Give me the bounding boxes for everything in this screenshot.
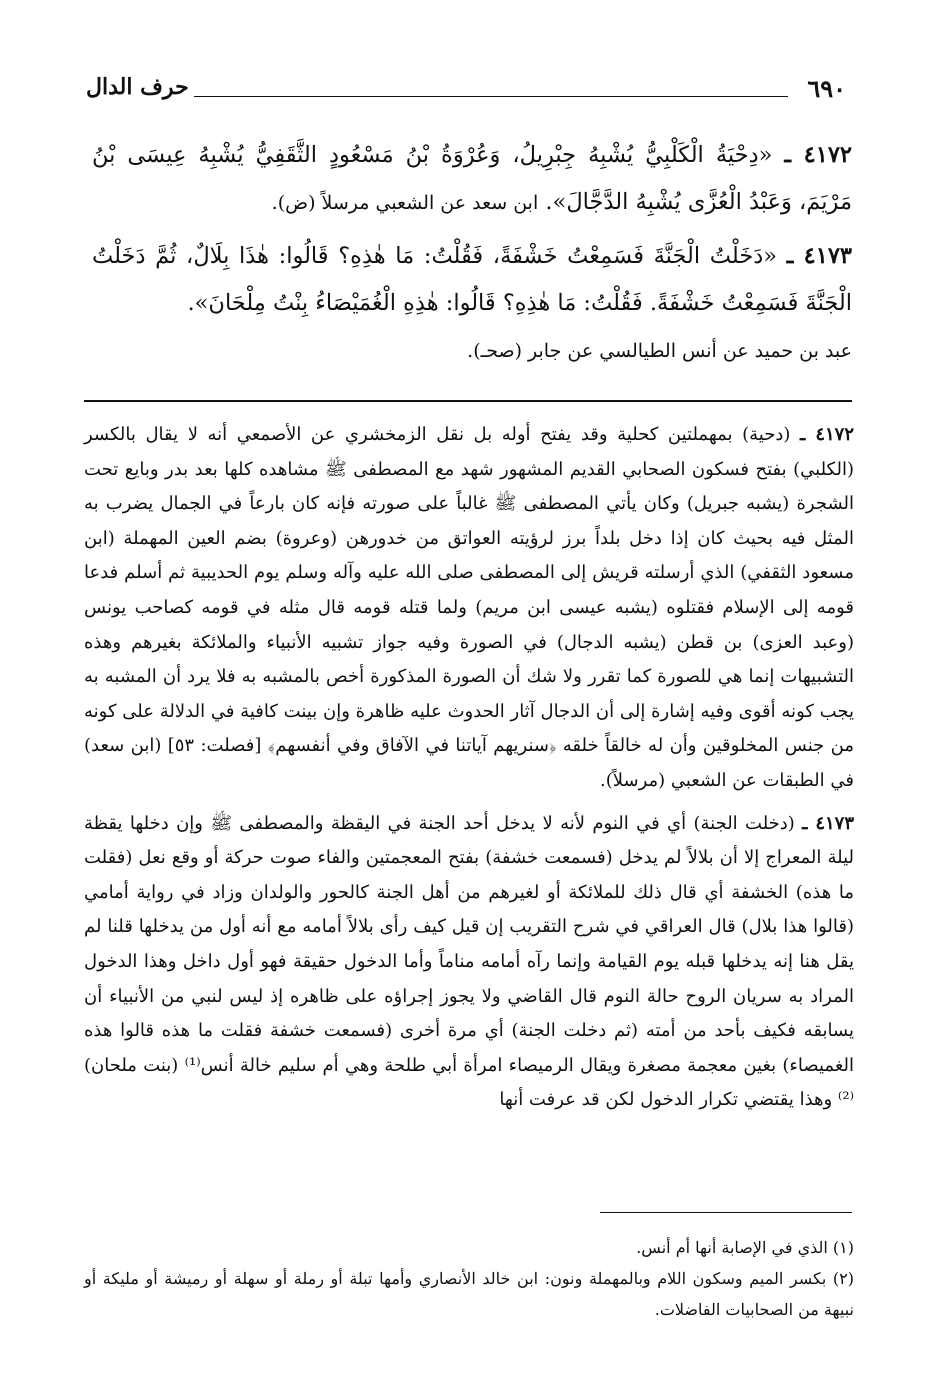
hadith-text: «دِحْيَةُ الْكَلْبِيُّ يُشْبِهُ جِبْرِيلُ، وَعُرْوَةُ بْنُ مَسْعُودٍ الثَّقَفِيُّ يُشْبِهُ عِيسَى بْنُ مَرْيَمَ، وَعَبْدُ الْعُزَّى يُشْبِهُ الدَّجَّالَ».	[92, 142, 852, 215]
commentary-section	[84, 418, 854, 1126]
hadith-entry	[92, 233, 852, 375]
section-divider	[84, 400, 852, 402]
hadith-number: ٤١٧٣ ـ	[786, 243, 852, 269]
hadith-source: عبد بن حميد عن أنس الطيالسي عن جابر (صحـ).	[467, 340, 852, 362]
hadith-number: ٤١٧٢ ـ	[784, 142, 852, 168]
commentary-text: (دخلت الجنة) أي في النوم لأنه لا يدخل أحد الجنة في اليقظة والمصطفى ﷺ وإن دخلها يقظة ليلة المعراج إلا أن بلالاً لم يدخل (فسمعت خشفة) بفتح المعجمتين والفاء صوت حركة أو وقع نعل (فقلت ما هذه) الخشفة أي قال ذلك للملائكة أو لغيرهم من أهل الجنة كالحور والولدان وزاد في رواية أمامي (قالوا هذا بلال) قال العراقي في شرح التقريب إن قيل كيف رأى بلالاً أمامه مع أنه أول من يدخلها قلنا لم يقل هنا إنه يدخلها قبله يوم القيامة وإنما رآه أمامه مناماً وأما الدخول حقيقة فهو أول داخل وهذا الدخول المراد به سريان الروح حالة النوم قال القاضي ولا يجوز إجراؤه على ظاهره إذ ليس لنبي من الأنبياء أن يسابقه فكيف بأحد من أمته (ثم دخلت الجنة) أي مرة أخرى (فسمعت خشفة فقلت ما هذه قالوا هذه الغميصاء) بغين معجمة مصغرة ويقال الرميصاء امرأة أبي طلحة وهي أم سليم خالة أنس⁽¹⁾ (بنت ملحان)⁽²⁾ وهذا يقتضي تكرار الدخول لكن قد عرفت أنها	[84, 812, 854, 1111]
footnote: (٢) بكسر الميم وسكون اللام وبالمهملة ونون: ابن خالد الأنصاري وأمها تبلة أو رملة أو سهلة أو رميشة أو مليكة أو نبيهة من الصحابيات الفاضلات.	[84, 1269, 854, 1319]
footnotes	[84, 1232, 854, 1325]
hadith-entry	[92, 132, 852, 227]
footnote: (١) الذي في الإصابة أنها أم أنس.	[636, 1238, 854, 1257]
commentary-entry	[84, 807, 854, 1118]
commentary-entry	[84, 418, 854, 799]
footnote-divider	[600, 1212, 852, 1213]
commentary-text: (دحية) بمهملتين كحلية وقد يفتح أوله بل نقل الزمخشري عن الأصمعي أنه لا يقال بالكسر (الكلبي) بفتح فسكون الصحابي القديم المشهور شهد مع المصطفى ﷺ مشاهده كلها بعد بدر وبايع تحت الشجرة (يشبه جبريل) وكان يأتي المصطفى ﷺ غالباً على صورته فإنه كان بارعاً في الجمال يضرب به المثل فيه بحيث كان إذا دخل بلداً برز لرؤيته العواتق من خدورهن (وعروة) بضم العين المهملة (ابن مسعود الثقفي) الذي أرسلته قريش إلى المصطفى صلى الله عليه وآله وسلم يوم الحديبية ثم أسلم فدعا قومه إلى الإسلام فقتلوه (يشبه عيسى ابن مريم) ولما قتله قومه قال مثله في قومه كصاحب يونس (وعبد العزى) بن قطن (يشبه الدجال) في الصورة وفيه جواز تشبيه الأنبياء والملائكة بغيرهم وهذه التشبيهات إنما هي للصورة كما تقرر ولا شك أن الصورة المذكورة أخص بالمشبه به فلا يرد أن المشبه به يجب كونه أقوى وفيه إشارة إلى أن الدجال آثار الحدوث عليه ظاهرة وإن بينت كافية في الدلالة على كونه من جنس المخلوقين وأن له خالقاً خلقه ﴿سنريهم آياتنا في الآفاق وفي أنفسهم﴾ [فصلت: ٥٣] (ابن سعد) في الطبقات عن الشعبي (مرسلاً).	[84, 424, 854, 791]
commentary-number: ٤١٧٣ ـ	[802, 812, 854, 834]
hadith-text-section	[92, 132, 852, 381]
chapter-title: حرف الدال	[86, 74, 189, 100]
header-rule	[194, 96, 788, 97]
commentary-number: ٤١٧٢ ـ	[799, 424, 854, 445]
page-header	[86, 74, 846, 114]
page-number: ٦٩٠	[807, 74, 846, 103]
hadith-source: ابن سعد عن الشعبي مرسلاً (ض).	[271, 192, 539, 214]
hadith-text: «دَخَلْتُ الْجَنَّةَ فَسَمِعْتُ خَشْفَةً، فَقُلْتُ: مَا هٰذِهِ؟ قَالُوا: هٰذَا بِلَالٌ، ثُمَّ دَخَلْتُ الْجَنَّةَ فَسَمِعْتُ خَشْفَةً. فَقُلْتُ: مَا هٰذِهِ؟ قَالُوا: هٰذِهِ الْغُمَيْصَاءُ بِنْتُ مِلْحَانَ».	[92, 243, 852, 316]
